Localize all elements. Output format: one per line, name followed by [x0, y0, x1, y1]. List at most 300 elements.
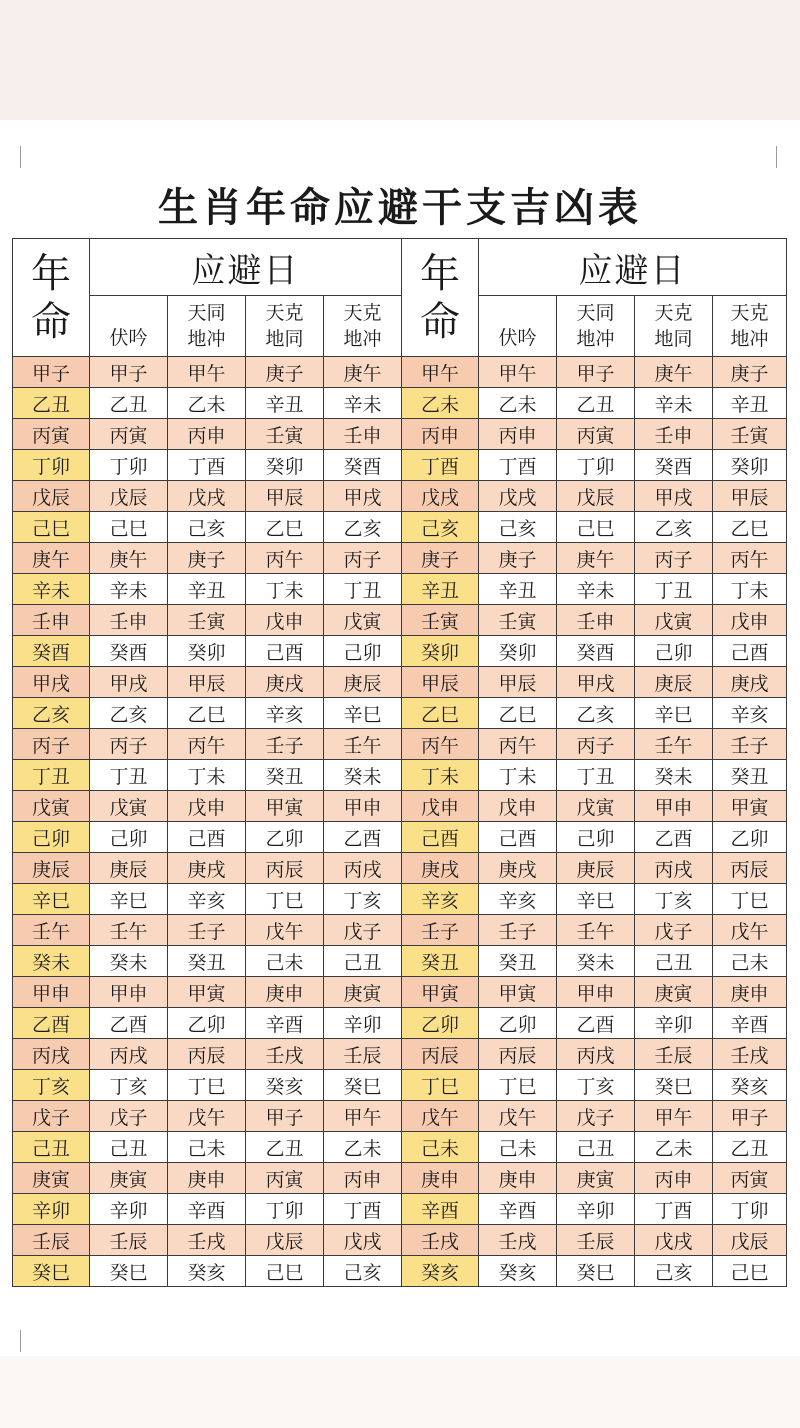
avoid-day-cell: 壬辰 [324, 1039, 402, 1070]
avoid-day-cell: 己酉 [168, 822, 246, 853]
avoid-day-cell: 戊子 [557, 1101, 635, 1132]
avoid-day-cell: 丁巳 [479, 1070, 557, 1101]
avoid-day-cell: 辛酉 [168, 1194, 246, 1225]
avoid-day-cell: 丙午 [713, 543, 787, 574]
avoid-day-cell: 壬子 [713, 729, 787, 760]
avoid-day-cell: 壬午 [557, 915, 635, 946]
page-corner-mark [10, 146, 21, 168]
avoid-day-cell: 戊子 [90, 1101, 168, 1132]
table-row [13, 636, 787, 667]
column-header-left-4: 天克 地冲 [324, 296, 402, 357]
year-ganzhi-cell: 辛未 [13, 574, 90, 605]
year-ganzhi-cell: 乙亥 [13, 698, 90, 729]
avoid-day-cell: 丙戌 [557, 1039, 635, 1070]
year-ganzhi-cell: 丁巳 [402, 1070, 479, 1101]
avoid-day-cell: 甲寅 [479, 977, 557, 1008]
avoid-day-cell: 己巳 [90, 512, 168, 543]
year-ganzhi-cell: 癸未 [13, 946, 90, 977]
avoid-day-cell: 乙卯 [713, 822, 787, 853]
avoid-day-cell: 戊申 [246, 605, 324, 636]
bottom-background-band [0, 1356, 800, 1428]
avoid-day-cell: 壬戌 [168, 1225, 246, 1256]
avoid-day-cell: 乙亥 [635, 512, 713, 543]
avoid-day-cell: 庚戌 [168, 853, 246, 884]
avoid-day-cell: 乙巳 [479, 698, 557, 729]
avoid-day-cell: 壬寅 [168, 605, 246, 636]
avoid-day-cell: 壬申 [557, 605, 635, 636]
avoid-day-cell: 己未 [246, 946, 324, 977]
table-row [13, 543, 787, 574]
avoid-day-cell: 壬辰 [635, 1039, 713, 1070]
avoid-day-cell: 己未 [479, 1132, 557, 1163]
avoid-day-cell: 庚午 [635, 357, 713, 388]
avoid-day-cell: 癸巳 [90, 1256, 168, 1287]
year-ganzhi-cell: 戊辰 [13, 481, 90, 512]
avoid-day-cell: 壬寅 [713, 419, 787, 450]
year-ganzhi-cell: 癸卯 [402, 636, 479, 667]
avoid-day-cell: 戊午 [168, 1101, 246, 1132]
avoid-day-cell: 丁酉 [635, 1194, 713, 1225]
avoid-day-cell: 戊辰 [90, 481, 168, 512]
year-ganzhi-cell: 丁亥 [13, 1070, 90, 1101]
column-header-left-2: 天同 地冲 [168, 296, 246, 357]
avoid-day-cell: 己巳 [557, 512, 635, 543]
avoid-day-cell: 丁丑 [635, 574, 713, 605]
avoid-day-cell: 辛卯 [90, 1194, 168, 1225]
year-ganzhi-cell: 乙酉 [13, 1008, 90, 1039]
avoid-day-cell: 庚戌 [713, 667, 787, 698]
avoid-day-cell: 戊寅 [324, 605, 402, 636]
avoid-day-cell: 乙酉 [324, 822, 402, 853]
avoid-day-cell: 甲辰 [246, 481, 324, 512]
avoid-day-cell: 己卯 [90, 822, 168, 853]
avoid-day-cell: 己亥 [324, 1256, 402, 1287]
avoid-day-cell: 庚寅 [90, 1163, 168, 1194]
avoid-day-cell: 庚寅 [557, 1163, 635, 1194]
avoid-day-cell: 乙卯 [246, 822, 324, 853]
avoid-day-cell: 癸未 [324, 760, 402, 791]
avoid-day-cell: 戊子 [324, 915, 402, 946]
year-ganzhi-cell: 辛亥 [402, 884, 479, 915]
avoid-day-cell: 己丑 [635, 946, 713, 977]
avoid-day-cell: 乙亥 [557, 698, 635, 729]
avoid-day-cell: 壬寅 [246, 419, 324, 450]
column-header-right-1: 伏吟 [479, 296, 557, 357]
table-row [13, 946, 787, 977]
table-row [13, 1256, 787, 1287]
year-ganzhi-cell: 己丑 [13, 1132, 90, 1163]
avoid-day-cell: 壬戌 [713, 1039, 787, 1070]
table-row [13, 977, 787, 1008]
avoid-day-cell: 辛亥 [246, 698, 324, 729]
avoid-day-cell: 庚辰 [635, 667, 713, 698]
avoid-day-cell: 戊申 [168, 791, 246, 822]
avoid-day-cell: 甲戌 [635, 481, 713, 512]
avoid-day-cell: 丙寅 [90, 419, 168, 450]
avoid-day-cell: 辛巳 [324, 698, 402, 729]
avoid-days-table [12, 238, 787, 1287]
year-ganzhi-cell: 戊午 [402, 1101, 479, 1132]
year-ganzhi-cell: 丙戌 [13, 1039, 90, 1070]
table-row [13, 1225, 787, 1256]
table-row [13, 388, 787, 419]
table-row [13, 791, 787, 822]
avoid-day-cell: 癸卯 [168, 636, 246, 667]
avoid-day-cell: 戊子 [635, 915, 713, 946]
year-ganzhi-cell: 戊申 [402, 791, 479, 822]
avoid-day-cell: 癸丑 [713, 760, 787, 791]
year-ganzhi-cell: 己卯 [13, 822, 90, 853]
avoid-day-cell: 甲申 [90, 977, 168, 1008]
avoid-day-cell: 甲午 [479, 357, 557, 388]
avoid-day-cell: 丙午 [168, 729, 246, 760]
year-ganzhi-cell: 丁卯 [13, 450, 90, 481]
year-ganzhi-cell: 甲申 [13, 977, 90, 1008]
year-ganzhi-cell: 壬申 [13, 605, 90, 636]
avoid-day-cell: 甲午 [324, 1101, 402, 1132]
table-row [13, 1132, 787, 1163]
avoid-day-cell: 己卯 [635, 636, 713, 667]
avoid-day-cell: 壬午 [324, 729, 402, 760]
avoid-day-cell: 丁酉 [168, 450, 246, 481]
avoid-day-cell: 丙辰 [479, 1039, 557, 1070]
avoid-day-cell: 己酉 [479, 822, 557, 853]
avoid-day-cell: 丙子 [557, 729, 635, 760]
avoid-day-cell: 癸卯 [713, 450, 787, 481]
avoid-day-cell: 乙丑 [90, 388, 168, 419]
avoid-day-cell: 戊午 [713, 915, 787, 946]
avoid-day-cell: 乙丑 [557, 388, 635, 419]
avoid-day-cell: 乙卯 [479, 1008, 557, 1039]
page-corner-mark [10, 1330, 21, 1352]
avoid-day-cell: 丙子 [635, 543, 713, 574]
avoid-day-cell: 甲辰 [168, 667, 246, 698]
avoid-day-cell: 甲戌 [324, 481, 402, 512]
year-ganzhi-cell: 庚午 [13, 543, 90, 574]
avoid-day-cell: 庚申 [479, 1163, 557, 1194]
avoid-day-cell: 甲子 [90, 357, 168, 388]
avoid-day-cell: 庚子 [479, 543, 557, 574]
avoid-day-cell: 丙子 [324, 543, 402, 574]
avoid-day-cell: 丁巳 [246, 884, 324, 915]
avoid-day-cell: 丙戌 [324, 853, 402, 884]
year-ganzhi-cell: 甲午 [402, 357, 479, 388]
year-ganzhi-cell: 庚子 [402, 543, 479, 574]
avoid-day-cell: 乙酉 [635, 822, 713, 853]
avoid-day-cell: 丁亥 [324, 884, 402, 915]
avoid-day-cell: 壬辰 [557, 1225, 635, 1256]
avoid-day-cell: 癸酉 [90, 636, 168, 667]
year-ganzhi-cell: 辛丑 [402, 574, 479, 605]
avoid-day-cell: 己卯 [557, 822, 635, 853]
avoid-day-cell: 戊戌 [635, 1225, 713, 1256]
avoid-day-cell: 甲午 [635, 1101, 713, 1132]
year-ganzhi-cell: 丁酉 [402, 450, 479, 481]
table-row [13, 1101, 787, 1132]
avoid-day-cell: 戊戌 [168, 481, 246, 512]
avoid-day-cell: 己未 [168, 1132, 246, 1163]
avoid-day-cell: 己丑 [324, 946, 402, 977]
avoid-day-cell: 己亥 [635, 1256, 713, 1287]
table-row [13, 605, 787, 636]
avoid-day-cell: 壬申 [635, 419, 713, 450]
avoid-day-cell: 乙酉 [90, 1008, 168, 1039]
year-ganzhi-cell: 乙巳 [402, 698, 479, 729]
avoid-day-cell: 丙辰 [713, 853, 787, 884]
avoid-day-cell: 壬子 [246, 729, 324, 760]
avoid-day-cell: 乙未 [635, 1132, 713, 1163]
avoid-day-cell: 乙未 [168, 388, 246, 419]
avoid-day-cell: 戊戌 [479, 481, 557, 512]
avoid-day-cell: 戊申 [479, 791, 557, 822]
year-ganzhi-cell: 戊寅 [13, 791, 90, 822]
avoid-day-cell: 庚申 [713, 977, 787, 1008]
avoid-day-cell: 壬午 [90, 915, 168, 946]
avoid-day-cell: 丙申 [324, 1163, 402, 1194]
avoid-day-cell: 庚午 [90, 543, 168, 574]
avoid-day-cell: 丙午 [479, 729, 557, 760]
avoid-day-cell: 辛未 [557, 574, 635, 605]
avoid-day-cell: 丙寅 [557, 419, 635, 450]
avoid-day-cell: 甲戌 [557, 667, 635, 698]
avoid-day-cell: 庚子 [246, 357, 324, 388]
avoid-day-cell: 丙寅 [713, 1163, 787, 1194]
avoid-day-cell: 甲寅 [246, 791, 324, 822]
avoid-day-cell: 辛亥 [168, 884, 246, 915]
avoid-day-cell: 乙丑 [246, 1132, 324, 1163]
avoid-day-cell: 丁丑 [324, 574, 402, 605]
year-ganzhi-cell: 辛酉 [402, 1194, 479, 1225]
avoid-day-cell: 癸未 [635, 760, 713, 791]
avoid-day-cell: 癸未 [557, 946, 635, 977]
column-header-left-1: 伏吟 [90, 296, 168, 357]
avoid-day-cell: 癸酉 [557, 636, 635, 667]
avoid-day-cell: 丁未 [479, 760, 557, 791]
table-row [13, 729, 787, 760]
page-corner-mark [776, 146, 787, 168]
year-ganzhi-cell: 壬子 [402, 915, 479, 946]
avoid-day-cell: 甲申 [324, 791, 402, 822]
avoid-day-cell: 甲寅 [168, 977, 246, 1008]
avoid-day-cell: 甲子 [713, 1101, 787, 1132]
avoid-day-cell: 甲午 [168, 357, 246, 388]
avoid-day-cell: 戊寅 [557, 791, 635, 822]
avoid-day-cell: 甲辰 [479, 667, 557, 698]
avoid-day-cell: 辛亥 [713, 698, 787, 729]
avoid-day-cell: 庚辰 [324, 667, 402, 698]
avoid-day-cell: 乙丑 [713, 1132, 787, 1163]
avoid-day-cell: 丁未 [168, 760, 246, 791]
table-row [13, 760, 787, 791]
avoid-day-cell: 丁巳 [713, 884, 787, 915]
avoid-day-cell: 庚子 [713, 357, 787, 388]
table-row [13, 853, 787, 884]
table-row [13, 667, 787, 698]
year-ganzhi-cell: 壬辰 [13, 1225, 90, 1256]
year-ganzhi-cell: 癸丑 [402, 946, 479, 977]
year-ganzhi-cell: 丙申 [402, 419, 479, 450]
avoid-day-cell: 乙亥 [324, 512, 402, 543]
avoid-day-cell: 乙未 [479, 388, 557, 419]
table-row [13, 884, 787, 915]
avoid-day-cell: 丙申 [168, 419, 246, 450]
avoid-day-cell: 己丑 [90, 1132, 168, 1163]
avoid-day-cell: 己卯 [324, 636, 402, 667]
avoid-day-cell: 辛未 [324, 388, 402, 419]
page-title: 生肖年命应避干支吉凶表 [158, 184, 642, 231]
avoid-day-cell: 庚辰 [557, 853, 635, 884]
table-row [13, 1070, 787, 1101]
avoid-day-cell: 壬子 [479, 915, 557, 946]
year-ganzhi-cell: 甲戌 [13, 667, 90, 698]
year-ganzhi-cell: 庚辰 [13, 853, 90, 884]
avoid-day-cell: 丙戌 [635, 853, 713, 884]
avoid-day-cell: 癸亥 [713, 1070, 787, 1101]
avoid-day-cell: 癸酉 [635, 450, 713, 481]
avoid-day-cell: 丁巳 [168, 1070, 246, 1101]
avoid-day-cell: 乙酉 [557, 1008, 635, 1039]
year-ganzhi-cell: 己巳 [13, 512, 90, 543]
avoid-day-cell: 癸巳 [635, 1070, 713, 1101]
year-ganzhi-cell: 庚申 [402, 1163, 479, 1194]
avoid-day-cell: 壬午 [635, 729, 713, 760]
avoid-day-cell: 己亥 [168, 512, 246, 543]
avoid-day-cell: 甲寅 [713, 791, 787, 822]
avoid-day-cell: 辛巳 [90, 884, 168, 915]
year-ganzhi-cell: 乙未 [402, 388, 479, 419]
table-row [13, 419, 787, 450]
avoid-day-cell: 庚戌 [479, 853, 557, 884]
year-ganzhi-cell: 辛巳 [13, 884, 90, 915]
avoid-day-cell: 戊申 [713, 605, 787, 636]
avoid-day-cell: 壬申 [90, 605, 168, 636]
avoid-day-cell: 己巳 [246, 1256, 324, 1287]
avoid-day-cell: 癸丑 [168, 946, 246, 977]
avoid-day-cell: 乙巳 [168, 698, 246, 729]
avoid-day-cell: 辛巳 [635, 698, 713, 729]
avoid-day-cell: 辛卯 [324, 1008, 402, 1039]
avoid-day-cell: 壬辰 [90, 1225, 168, 1256]
avoid-day-cell: 己酉 [246, 636, 324, 667]
top-background-band [0, 0, 800, 120]
avoid-day-cell: 辛巳 [557, 884, 635, 915]
avoid-day-cell: 庚寅 [324, 977, 402, 1008]
avoid-day-cell: 乙巳 [713, 512, 787, 543]
avoid-day-cell: 乙未 [324, 1132, 402, 1163]
year-ganzhi-cell: 己未 [402, 1132, 479, 1163]
table-row [13, 915, 787, 946]
avoid-day-cell: 丁卯 [557, 450, 635, 481]
avoid-day-cell: 甲子 [246, 1101, 324, 1132]
avoid-day-cell: 丙申 [479, 419, 557, 450]
avoid-day-cell: 戊辰 [713, 1225, 787, 1256]
year-ganzhi-cell: 己亥 [402, 512, 479, 543]
avoid-day-cell: 甲申 [557, 977, 635, 1008]
year-ganzhi-cell: 己酉 [402, 822, 479, 853]
avoid-day-cell: 庚寅 [635, 977, 713, 1008]
avoid-day-cell: 甲子 [557, 357, 635, 388]
avoid-day-cell: 癸巳 [557, 1256, 635, 1287]
avoid-day-cell: 戊寅 [635, 605, 713, 636]
avoid-day-cell: 乙亥 [90, 698, 168, 729]
table-row [13, 698, 787, 729]
avoid-day-cell: 庚申 [168, 1163, 246, 1194]
avoid-day-cell: 辛卯 [557, 1194, 635, 1225]
avoid-day-cell: 丁卯 [713, 1194, 787, 1225]
avoid-day-cell: 丁酉 [324, 1194, 402, 1225]
avoid-day-cell: 戊寅 [90, 791, 168, 822]
avoid-day-cell: 乙卯 [168, 1008, 246, 1039]
year-ganzhi-cell: 丁未 [402, 760, 479, 791]
avoid-day-cell: 丙辰 [246, 853, 324, 884]
avoid-day-cell: 丙戌 [90, 1039, 168, 1070]
avoid-day-cell: 己丑 [557, 1132, 635, 1163]
avoid-day-cell: 辛丑 [479, 574, 557, 605]
avoid-day-cell: 壬申 [324, 419, 402, 450]
avoid-day-cell: 辛未 [635, 388, 713, 419]
avoid-day-cell: 庚午 [324, 357, 402, 388]
avoid-day-cell: 己未 [713, 946, 787, 977]
table-row [13, 481, 787, 512]
avoid-day-cell: 癸亥 [246, 1070, 324, 1101]
year-ganzhi-cell: 丙午 [402, 729, 479, 760]
table-row [13, 357, 787, 388]
avoid-day-cell: 丁亥 [635, 884, 713, 915]
year-ganzhi-cell: 庚戌 [402, 853, 479, 884]
avoid-day-cell: 丁亥 [557, 1070, 635, 1101]
avoid-day-cell: 丁丑 [90, 760, 168, 791]
year-ganzhi-cell: 壬寅 [402, 605, 479, 636]
table-row [13, 1039, 787, 1070]
avoid-day-cell: 辛丑 [246, 388, 324, 419]
year-ganzhi-cell: 甲辰 [402, 667, 479, 698]
table-row [13, 1163, 787, 1194]
year-ganzhi-cell: 甲子 [13, 357, 90, 388]
year-ganzhi-cell: 壬午 [13, 915, 90, 946]
avoid-day-cell: 丙申 [635, 1163, 713, 1194]
avoid-day-cell: 庚子 [168, 543, 246, 574]
avoid-day-cell: 丁酉 [479, 450, 557, 481]
column-header-right-4: 天克 地冲 [713, 296, 787, 357]
column-header-right-2: 天同 地冲 [557, 296, 635, 357]
avoid-day-cell: 辛未 [90, 574, 168, 605]
table-row [13, 1194, 787, 1225]
year-ganzhi-cell: 乙卯 [402, 1008, 479, 1039]
avoid-day-cell: 癸亥 [479, 1256, 557, 1287]
avoid-days-header-right: 应避日 [479, 239, 787, 296]
avoid-day-cell: 癸卯 [479, 636, 557, 667]
year-ganzhi-cell: 辛卯 [13, 1194, 90, 1225]
avoid-day-cell: 丙午 [246, 543, 324, 574]
year-header-right: 年 命 [402, 239, 479, 357]
year-ganzhi-cell: 庚寅 [13, 1163, 90, 1194]
avoid-day-cell: 丁丑 [557, 760, 635, 791]
column-header-right-3: 天克 地同 [635, 296, 713, 357]
avoid-day-cell: 辛亥 [479, 884, 557, 915]
avoid-day-cell: 辛酉 [713, 1008, 787, 1039]
year-ganzhi-cell: 甲寅 [402, 977, 479, 1008]
avoid-day-cell: 戊戌 [324, 1225, 402, 1256]
year-ganzhi-cell: 戊戌 [402, 481, 479, 512]
avoid-day-cell: 癸亥 [168, 1256, 246, 1287]
avoid-day-cell: 戊午 [246, 915, 324, 946]
year-ganzhi-cell: 戊子 [13, 1101, 90, 1132]
avoid-day-cell: 癸巳 [324, 1070, 402, 1101]
avoid-day-cell: 癸未 [90, 946, 168, 977]
avoid-day-cell: 甲辰 [713, 481, 787, 512]
avoid-day-cell: 戊辰 [246, 1225, 324, 1256]
year-ganzhi-cell: 癸酉 [13, 636, 90, 667]
